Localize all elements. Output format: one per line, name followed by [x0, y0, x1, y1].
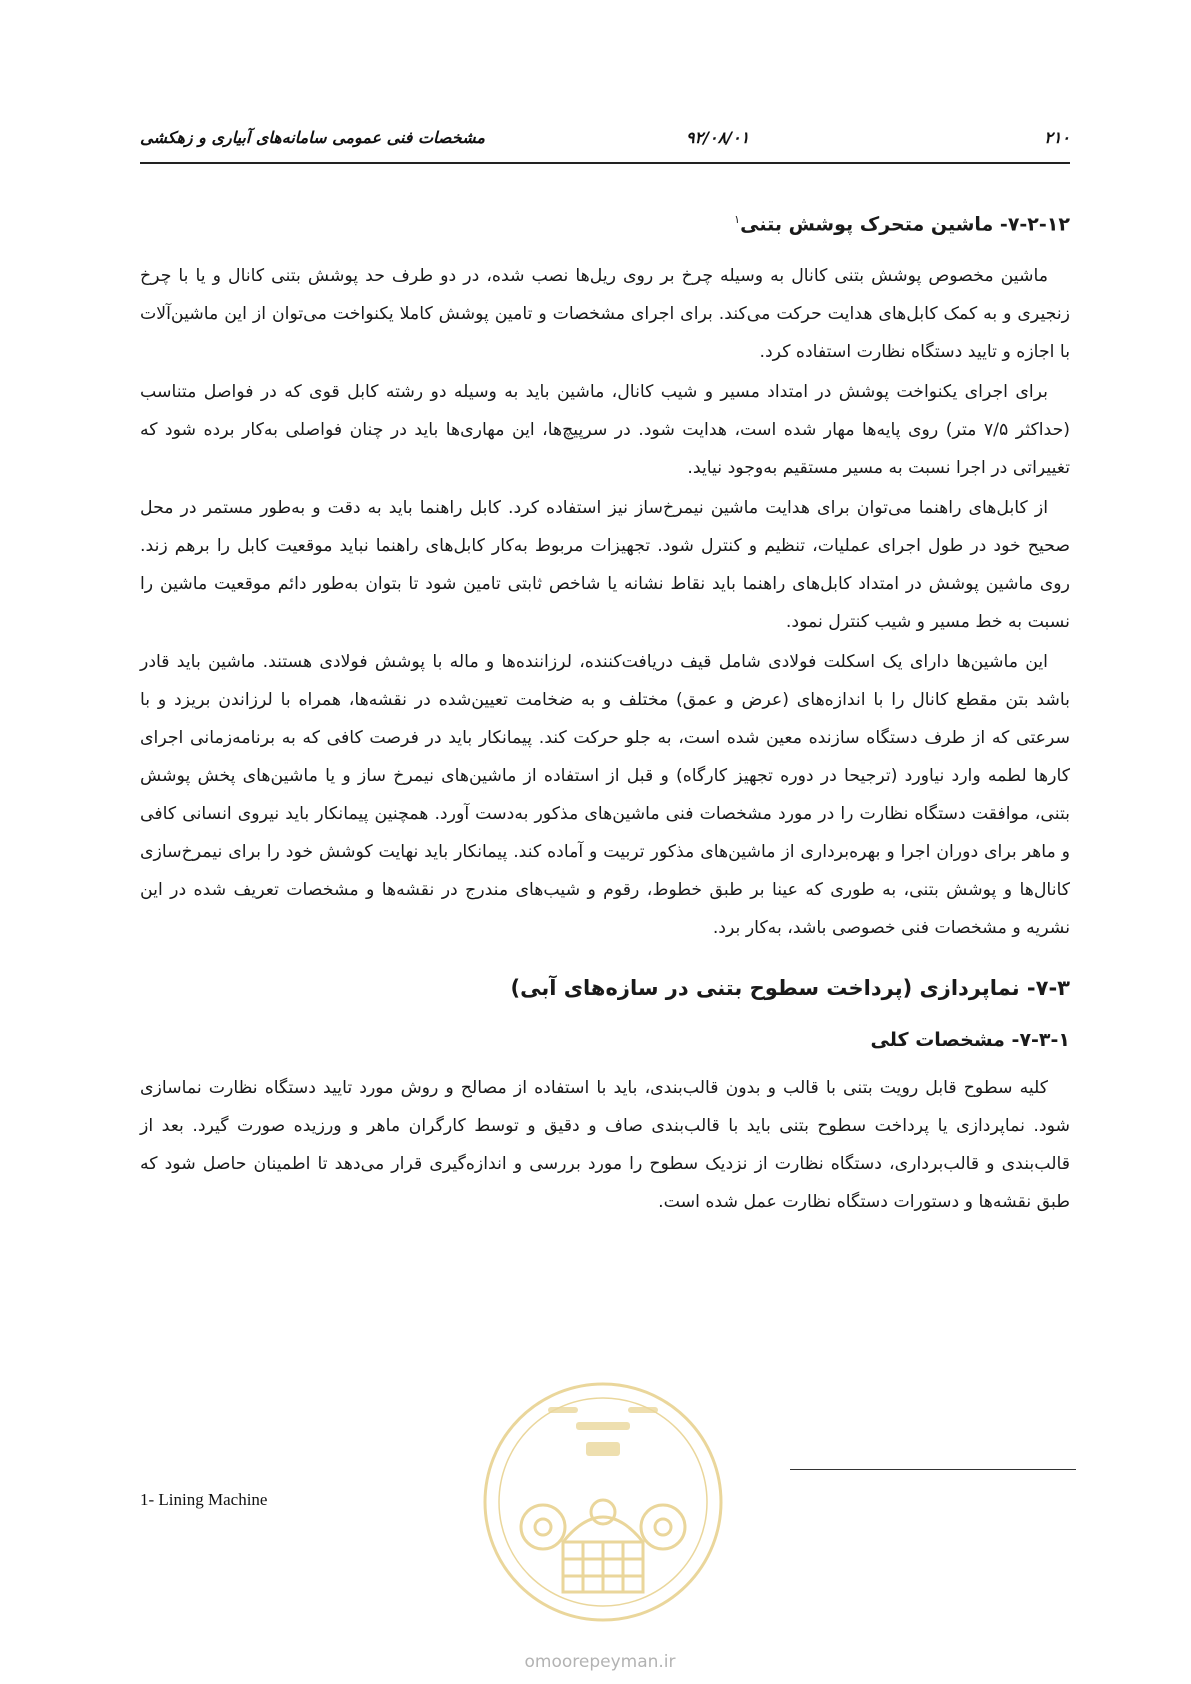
publication-date: ۹۲/۰۸/۰۱: [686, 128, 750, 147]
footnote: 1- Lining Machine: [140, 1490, 268, 1509]
book-title: مشخصات فنی عمومی سامانه‌های آبیاری و زهکشی: [140, 128, 485, 147]
running-header: [140, 128, 1070, 154]
section-title: ۷-۲-۱۲- ماشین متحرک پوشش بتنی: [740, 213, 1070, 236]
paragraph: از کابل‌های راهنما می‌توان برای هدایت ماشین نیمرخ‌ساز نیز استفاده کرد. کابل راهنما باید به دقت و به‌طور مستمر در محل صحیح خود در طول اجرای عملیات، تنظیم و کنترل شود. تجهیزات مربوط به‌کار کابل‌های راهنما نباید موقعیت کابل را برهم زند. روی ماشین پوشش در امتداد کابل‌های راهنما باید نقاط نشانه یا شاخص ثابتی تامین شود تا بتوان به‌طور دائم موقعیت ماشین را نسبت به خط مسیر و شیب کنترل نمود.: [140, 498, 1070, 633]
watermark-seal-icon: [468, 1362, 738, 1652]
watermark-url: omoorepeyman.ir: [524, 1652, 676, 1672]
section-heading-7-2-12: [140, 205, 1070, 239]
footnote-divider: [790, 1469, 1076, 1470]
paragraph: این ماشین‌ها دارای یک اسکلت فولادی شامل قیف دریافت‌کننده، لرزاننده‌ها و ماله با پوشش فولادی هستند. ماشین باید قادر باشد بتن مقطع کانال را با اندازه‌های (عرض و عمق) مختلف و به ضخامت تعیین‌شده در نقشه‌ها، همراه با لرزاندن بریزد و با سرعتی که از طرف دستگاه سازنده معین شده است، به جلو حرکت کند. پیمانکار باید در فرصت کافی که به برنامه‌زمانی اجرای کارها لطمه وارد نیاورد (ترجیحا در دوره تجهیز کارگاه) و قبل از استفاده از ماشین‌های نیمرخ ساز و یا ماشین‌های پخش پوشش بتنی، موافقت دستگاه نظارت را در مورد مشخصات فنی ماشین‌های مذکور به‌دست آورد. همچنین پیمانکار باید نیروی انسانی کافی و ماهر برای دوران اجرا و بهره‌برداری از ماشین‌های مذکور تربیت و آماده کند. پیمانکار باید نهایت کوشش خود را برای نیمرخ‌سازی کانال‌ها و پوشش بتنی، به طوری که عینا بر طبق خطوط، رقوم و شیب‌های مندرج در نقشه‌ها و مشخصات تعریف شده در این نشریه و مشخصات فنی خصوصی باشد، به‌کار برد.: [140, 652, 1070, 939]
section-heading-7-3-1: ۷-۳-۱- مشخصات کلی: [870, 1029, 1070, 1052]
footnote-reference: ۱: [734, 213, 741, 226]
section-heading-7-3: ۷-۳- نماپردازی (پرداخت سطوح بتنی در سازه‌های آبی): [510, 976, 1070, 1001]
paragraph: کلیه سطوح قابل رویت بتنی با قالب و بدون قالب‌بندی، باید با استفاده از مصالح و روش مورد تایید دستگاه نظارت نماسازی شود. نماپردازی یا پرداخت سطوح بتنی باید با قالب‌بندی صاف و دقیق و توسط کارگران ماهر و ورزیده صورت گیرد. بعد از قالب‌بندی و قالب‌برداری، دستگاه نظارت از نزدیک سطوح را مورد بررسی و اندازه‌گیری قرار می‌دهد تا اطمینان حاصل شود که طبق نقشه‌ها و دستورات دستگاه نظارت عمل شده است.: [140, 1078, 1070, 1213]
page-number: ۲۱۰: [1044, 128, 1070, 147]
paragraph: برای اجرای یکنواخت پوشش در امتداد مسیر و شیب کانال، ماشین باید به وسیله دو رشته کابل قوی که در فواصل متناسب (حداکثر ۷/۵ متر) روی پایه‌ها مهار شده است، هدایت شود. در سرپیچ‌ها، این مهاری‌ها باید در چنان فواصلی به‌کار برده شود که تغییراتی در اجرا نسبت به مسیر مستقیم به‌وجود نیاید.: [140, 382, 1070, 479]
paragraph: ماشین مخصوص پوشش بتنی کانال به وسیله چرخ بر روی ریل‌ها نصب شده، در دو طرف حد پوشش بتنی کانال و یا با چرخ زنجیری و به کمک کابل‌های هدایت حرکت می‌کند. برای اجرای مشخصات و تامین پوشش کاملا یکنواخت می‌توان از این ماشین‌آلات با اجازه و تایید دستگاه نظارت استفاده کرد.: [140, 266, 1070, 363]
main-content: [140, 205, 1070, 1223]
header-divider: [140, 162, 1070, 164]
